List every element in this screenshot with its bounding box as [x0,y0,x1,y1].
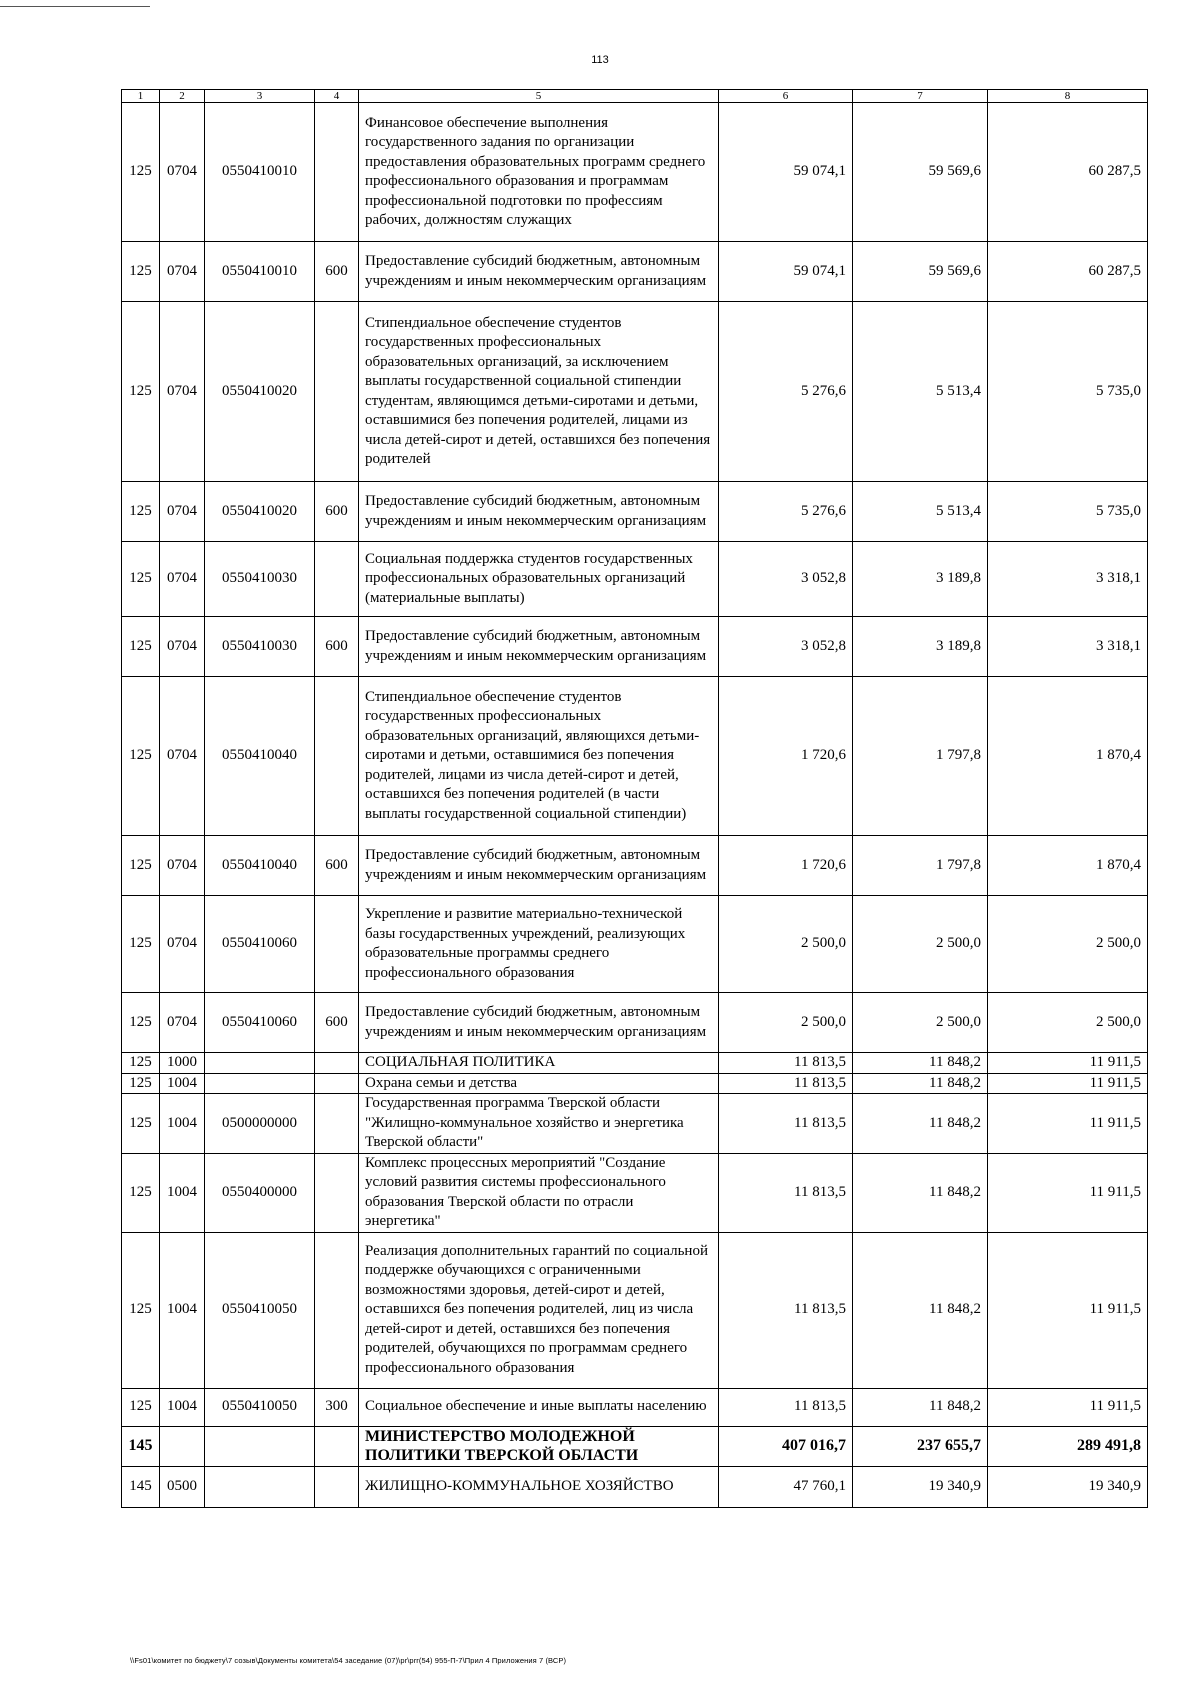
table-row [122,1094,1148,1154]
cell-amount-year-3: 5 735,0 [988,482,1148,542]
cell-chapter: 125 [122,542,160,617]
cell-target-article: 0550410020 [205,482,315,542]
table-row [122,1466,1148,1507]
cell-description: СОЦИАЛЬНАЯ ПОЛИТИКА [359,1053,719,1074]
budget-table [121,89,1148,1508]
table-row [122,482,1148,542]
cell-section: 0704 [160,896,205,993]
cell-target-article: 0550410050 [205,1388,315,1426]
cell-chapter: 125 [122,482,160,542]
cell-chapter: 125 [122,677,160,836]
table-row [122,542,1148,617]
cell-target-article [205,1466,315,1507]
cell-amount-year-3: 289 491,8 [988,1426,1148,1466]
cell-chapter: 125 [122,103,160,242]
cell-amount-year-1: 5 276,6 [719,302,853,482]
cell-target-article: 0550410030 [205,617,315,677]
cell-expense-type [315,1232,359,1388]
cell-amount-year-3: 19 340,9 [988,1466,1148,1507]
table-row [122,242,1148,302]
cell-amount-year-3: 2 500,0 [988,896,1148,993]
cell-amount-year-2: 5 513,4 [853,482,988,542]
cell-expense-type [315,896,359,993]
cell-description: Стипендиальное обеспечение студентов государственных профессиональных образовательных организаций, являющихся детьми-сиротами и детьми, оставшимися без попечения родителей, лицами из числа детей-сирот и детей, оставшихся без попечения родителей (в части выплаты государственной социальной стипендии) [359,677,719,836]
cell-amount-year-3: 1 870,4 [988,677,1148,836]
footer-file-path: \\Fs01\комитет по бюджету\7 созыв\Документы комитета\54 заседание (07)\pr\prr(54) 955-П-7\Прил 4 Приложения 7 (ВСР) [130,1656,567,1665]
cell-description: Охрана семьи и детства [359,1073,719,1094]
cell-amount-year-2: 5 513,4 [853,302,988,482]
cell-section: 0704 [160,836,205,896]
header-col-2: 2 [160,90,205,103]
cell-amount-year-2: 59 569,6 [853,242,988,302]
cell-amount-year-3: 11 911,5 [988,1388,1148,1426]
cell-chapter: 125 [122,617,160,677]
header-col-4: 4 [315,90,359,103]
cell-chapter: 125 [122,1073,160,1094]
cell-section: 1004 [160,1153,205,1232]
cell-section: 1004 [160,1388,205,1426]
cell-target-article: 0550410060 [205,993,315,1053]
cell-section: 0500 [160,1466,205,1507]
cell-target-article: 0550410020 [205,302,315,482]
table-row [122,1388,1148,1426]
cell-section [160,1426,205,1466]
cell-section: 0704 [160,542,205,617]
cell-expense-type [315,1426,359,1466]
table-row [122,836,1148,896]
cell-expense-type [315,103,359,242]
cell-amount-year-2: 1 797,8 [853,677,988,836]
cell-section: 1004 [160,1232,205,1388]
cell-expense-type: 300 [315,1388,359,1426]
cell-amount-year-3: 11 911,5 [988,1073,1148,1094]
header-col-1: 1 [122,90,160,103]
cell-description: Предоставление субсидий бюджетным, автономным учреждениям и иным некоммерческим организациям [359,242,719,302]
table-row [122,302,1148,482]
cell-amount-year-1: 11 813,5 [719,1232,853,1388]
top-rule [0,6,150,7]
cell-amount-year-1: 1 720,6 [719,836,853,896]
cell-chapter: 125 [122,1053,160,1074]
cell-section: 1000 [160,1053,205,1074]
cell-section: 0704 [160,242,205,302]
cell-amount-year-1: 59 074,1 [719,242,853,302]
cell-target-article: 0550410060 [205,896,315,993]
cell-amount-year-1: 11 813,5 [719,1073,853,1094]
cell-chapter: 125 [122,896,160,993]
cell-section: 1004 [160,1073,205,1094]
table-row [122,103,1148,242]
cell-target-article: 0550410040 [205,677,315,836]
cell-chapter: 125 [122,1094,160,1154]
cell-description: МИНИСТЕРСТВО МОЛОДЕЖНОЙ ПОЛИТИКИ ТВЕРСКОЙ ОБЛАСТИ [359,1426,719,1466]
cell-expense-type: 600 [315,993,359,1053]
table-row [122,896,1148,993]
cell-chapter: 125 [122,242,160,302]
cell-amount-year-3: 5 735,0 [988,302,1148,482]
cell-amount-year-3: 3 318,1 [988,542,1148,617]
cell-expense-type [315,1094,359,1154]
cell-chapter: 125 [122,1153,160,1232]
cell-amount-year-1: 11 813,5 [719,1153,853,1232]
cell-target-article [205,1426,315,1466]
cell-description: ЖИЛИЩНО-КОММУНАЛЬНОЕ ХОЗЯЙСТВО [359,1466,719,1507]
table-row [122,1073,1148,1094]
table-row [122,677,1148,836]
cell-expense-type [315,1073,359,1094]
cell-section: 0704 [160,302,205,482]
cell-expense-type [315,1053,359,1074]
cell-amount-year-2: 237 655,7 [853,1426,988,1466]
cell-description: Комплекс процессных мероприятий "Создание условий развития системы профессионального образования Тверской области по отрасли энергетика" [359,1153,719,1232]
cell-amount-year-1: 3 052,8 [719,617,853,677]
cell-amount-year-1: 11 813,5 [719,1388,853,1426]
cell-target-article: 0500000000 [205,1094,315,1154]
header-col-7: 7 [853,90,988,103]
cell-amount-year-2: 59 569,6 [853,103,988,242]
cell-amount-year-1: 11 813,5 [719,1094,853,1154]
cell-chapter: 125 [122,836,160,896]
cell-amount-year-2: 2 500,0 [853,896,988,993]
cell-section: 0704 [160,993,205,1053]
cell-amount-year-1: 2 500,0 [719,993,853,1053]
cell-amount-year-1: 11 813,5 [719,1053,853,1074]
table-row [122,617,1148,677]
cell-chapter: 145 [122,1466,160,1507]
cell-amount-year-3: 60 287,5 [988,242,1148,302]
cell-amount-year-2: 1 797,8 [853,836,988,896]
cell-amount-year-2: 11 848,2 [853,1094,988,1154]
cell-amount-year-2: 11 848,2 [853,1232,988,1388]
cell-amount-year-2: 3 189,8 [853,617,988,677]
cell-amount-year-1: 407 016,7 [719,1426,853,1466]
cell-amount-year-3: 3 318,1 [988,617,1148,677]
cell-expense-type [315,302,359,482]
cell-amount-year-2: 3 189,8 [853,542,988,617]
cell-amount-year-2: 19 340,9 [853,1466,988,1507]
cell-chapter: 125 [122,1232,160,1388]
cell-chapter: 125 [122,1388,160,1426]
cell-section: 1004 [160,1094,205,1154]
cell-section: 0704 [160,677,205,836]
cell-expense-type: 600 [315,482,359,542]
cell-amount-year-1: 5 276,6 [719,482,853,542]
cell-description: Предоставление субсидий бюджетным, автономным учреждениям и иным некоммерческим организациям [359,482,719,542]
cell-description: Предоставление субсидий бюджетным, автономным учреждениям и иным некоммерческим организациям [359,993,719,1053]
cell-amount-year-1: 59 074,1 [719,103,853,242]
cell-amount-year-2: 11 848,2 [853,1073,988,1094]
cell-target-article [205,1073,315,1094]
cell-description: Предоставление субсидий бюджетным, автономным учреждениям и иным некоммерческим организациям [359,617,719,677]
cell-amount-year-2: 11 848,2 [853,1153,988,1232]
cell-description: Укрепление и развитие материально-технической базы государственных учреждений, реализующих образовательные программы среднего профессионального образования [359,896,719,993]
cell-amount-year-1: 2 500,0 [719,896,853,993]
table-header-row [122,90,1148,103]
cell-amount-year-3: 11 911,5 [988,1094,1148,1154]
cell-target-article: 0550410010 [205,242,315,302]
cell-description: Социальная поддержка студентов государственных профессиональных образовательных организаций (материальные выплаты) [359,542,719,617]
table-row [122,1053,1148,1074]
cell-amount-year-2: 2 500,0 [853,993,988,1053]
table-row [122,1426,1148,1466]
cell-description: Финансовое обеспечение выполнения государственного задания по организации предоставления образовательных программ среднего профессионального образования и программам профессиональной подготовки по профессиям рабочих, должностям служащих [359,103,719,242]
cell-target-article: 0550410050 [205,1232,315,1388]
cell-description: Стипендиальное обеспечение студентов государственных профессиональных образовательных организаций, за исключением выплаты государственной социальной стипендии студентам, являющимся детьми-сиротами и детьми, оставшимися без попечения родителей, лицами из числа детей-сирот и детей, оставшихся без попечения родителей [359,302,719,482]
header-col-3: 3 [205,90,315,103]
cell-expense-type [315,677,359,836]
cell-section: 0704 [160,103,205,242]
cell-amount-year-2: 11 848,2 [853,1388,988,1426]
cell-target-article: 0550400000 [205,1153,315,1232]
cell-description: Предоставление субсидий бюджетным, автономным учреждениям и иным некоммерческим организациям [359,836,719,896]
table-row [122,993,1148,1053]
cell-section: 0704 [160,482,205,542]
cell-chapter: 125 [122,993,160,1053]
cell-amount-year-3: 11 911,5 [988,1053,1148,1074]
cell-expense-type: 600 [315,242,359,302]
table-row [122,1153,1148,1232]
cell-amount-year-1: 1 720,6 [719,677,853,836]
cell-amount-year-2: 11 848,2 [853,1053,988,1074]
cell-expense-type [315,542,359,617]
cell-expense-type: 600 [315,836,359,896]
cell-section: 0704 [160,617,205,677]
cell-amount-year-3: 11 911,5 [988,1153,1148,1232]
page-number: 113 [591,54,609,66]
table-row [122,1232,1148,1388]
cell-expense-type [315,1466,359,1507]
cell-target-article [205,1053,315,1074]
cell-amount-year-3: 1 870,4 [988,836,1148,896]
cell-chapter: 145 [122,1426,160,1466]
cell-amount-year-1: 3 052,8 [719,542,853,617]
cell-chapter: 125 [122,302,160,482]
cell-description: Реализация дополнительных гарантий по социальной поддержке обучающихся с ограниченными возможностями здоровья, детей-сирот и детей, оставшихся без попечения родителей, лиц из числа детей-сирот и детей, оставшихся без попечения родителей, обучающихся по программам среднего профессионального образования [359,1232,719,1388]
cell-target-article: 0550410030 [205,542,315,617]
cell-amount-year-3: 11 911,5 [988,1232,1148,1388]
cell-description: Государственная программа Тверской области "Жилищно-коммунальное хозяйство и энергетика Тверской области" [359,1094,719,1154]
cell-description: Социальное обеспечение и иные выплаты населению [359,1388,719,1426]
header-col-6: 6 [719,90,853,103]
cell-expense-type [315,1153,359,1232]
cell-target-article: 0550410010 [205,103,315,242]
cell-amount-year-1: 47 760,1 [719,1466,853,1507]
header-col-5: 5 [359,90,719,103]
cell-target-article: 0550410040 [205,836,315,896]
cell-amount-year-3: 60 287,5 [988,103,1148,242]
cell-expense-type: 600 [315,617,359,677]
cell-amount-year-3: 2 500,0 [988,993,1148,1053]
header-col-8: 8 [988,90,1148,103]
